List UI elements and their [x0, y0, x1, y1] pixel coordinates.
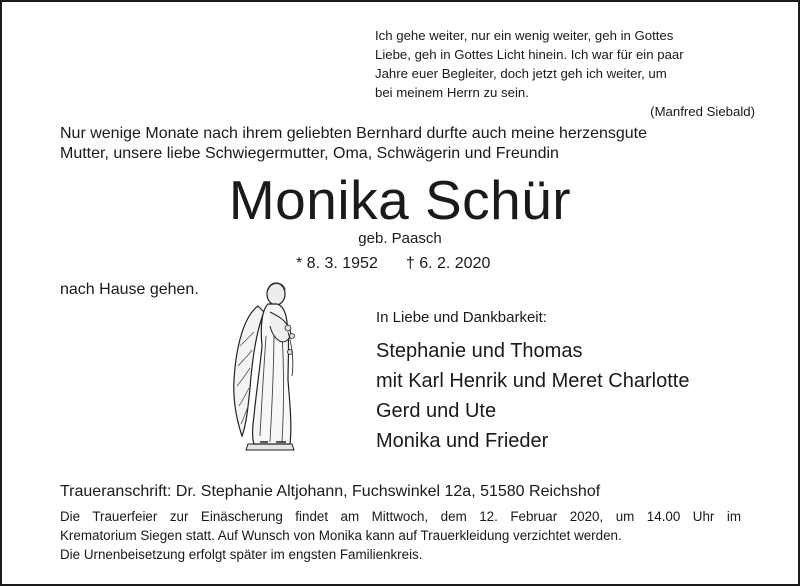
birth-date: * 8. 3. 1952 [296, 255, 378, 272]
poem-line: Liebe, geh in Gottes Licht hinein. Ich war für ein paar [375, 47, 684, 62]
mourners-list [376, 336, 689, 456]
notice-line: Die Trauerfeier zur Einäscherung findet am Mittwoch, dem 12. Februar 2020, um 14.00 Uhr im [60, 509, 741, 524]
notice-line: Krematorium Siegen statt. Auf Wunsch von Monika kann auf Trauerkleidung verzichtet werden. [60, 528, 622, 543]
angel-statue-icon [230, 276, 310, 454]
mourner-entry: mit Karl Henrik und Meret Charlotte [376, 370, 690, 392]
mourner-entry: Monika und Frieder [376, 430, 549, 452]
birth-name: geb. Paasch [358, 230, 442, 247]
intro-text [60, 124, 760, 164]
deceased-name: Monika Schür [228, 169, 572, 231]
closing-phrase: nach Hause gehen. [60, 281, 199, 298]
funeral-notice [60, 507, 741, 564]
thanks-line: In Liebe und Dankbarkeit: [376, 309, 547, 326]
life-dates [296, 253, 490, 275]
notice-line: Die Urnenbeisetzung erfolgt später im engsten Familienkreis. [60, 547, 423, 562]
poem-line: Ich gehe weiter, nur ein wenig weiter, geh in Gottes [375, 28, 674, 43]
poem-line: Jahre euer Begleiter, doch jetzt geh ich weiter, um [375, 66, 667, 81]
poem-line: bei meinem Herrn zu sein. [375, 85, 529, 100]
poem [375, 26, 755, 121]
intro-line: Mutter, unsere liebe Schwiegermutter, Oma, Schwägerin und Freundin [60, 145, 559, 162]
mourner-entry: Stephanie und Thomas [376, 340, 583, 362]
poem-author: (Manfred Siebald) [650, 104, 755, 119]
mourner-entry: Gerd und Ute [376, 400, 497, 422]
death-date: † 6. 2. 2020 [405, 255, 491, 272]
mourning-address: Traueranschrift: Dr. Stephanie Altjohann, Fuchswinkel 12a, 51580 Reichshof [60, 483, 601, 500]
intro-line: Nur wenige Monate nach ihrem geliebten Bernhard durfte auch meine herzensgute [60, 125, 648, 142]
